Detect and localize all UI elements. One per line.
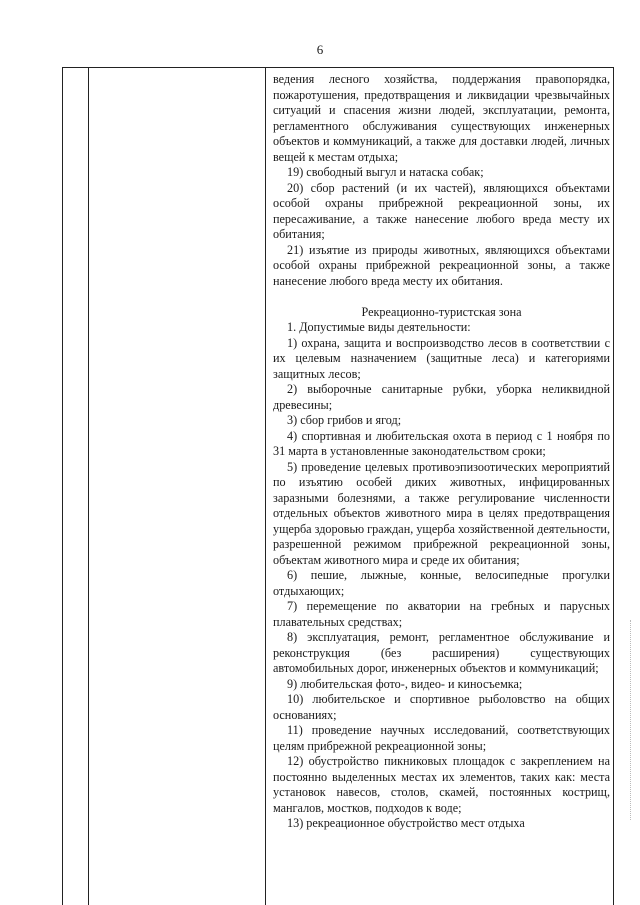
paragraph: 13) рекреационное обустройство мест отдыха [287,816,525,830]
table-text-cell [273,72,610,832]
paragraph: 5) проведение целевых противоэпизоотических мероприятий по изъятию особей диких животных, инфицированных заразными болезнями, а также регулирование численности отдельных объектов животного мира в целях предотвращения ущерба здоровью граждан, ущерба хозяйственной деятельности, разрешенной режимом прибрежной рекреационной зоны, объектам животного мира и среде их обитания; [273,459,610,567]
paragraph: 4) спортивная и любительская охота в период с 1 ноября по 31 марта в установленные законодательством сроки; [273,428,610,458]
table-column-divider [88,68,89,905]
paragraph: 12) обустройство пикниковых площадок с закреплением на постоянно выделенных местах их элементов, таких как: места установок навесов, столов, скамей, постоянных кострищ, мангалов, мостков, подходов к воде; [273,754,610,815]
paragraph: ведения лесного хозяйства, поддержания правопорядка, пожаротушения, предотвращения и ликвидации чрезвычайных ситуаций и спасения жизни людей, эксплуатации, ремонта, регламентного обслуживания существующих инженерных объектов и коммуникаций, а также для доставки людей, личных вещей к местам отдыха; [273,72,610,164]
table-column-divider [265,68,266,905]
paragraph: 1) охрана, защита и воспроизводство лесов в соответствии с их целевым назначением (защитные леса) и категориями защитных лесов; [273,335,610,381]
paragraph: 19) свободный выгул и натаска собак; [287,165,484,179]
paragraph: 3) сбор грибов и ягод; [287,413,402,427]
paragraph: 6) пешие, лыжные, конные, велосипедные прогулки отдыхающих; [273,568,610,598]
paragraph: 20) сбор растений (и их частей), являющихся объектами особой охраны прибрежной рекреационной зоны, их пересаживание, а также нанесение любого вреда месту их обитания; [273,180,610,241]
paragraph: 1. Допустимые виды деятельности: [287,320,471,334]
paragraph: 9) любительская фото-, видео- и киносъемка; [287,676,523,691]
paragraph: 8) эксплуатация, ремонт, регламентное обслуживание и реконструкция (без расширения) существующих автомобильных дорог, инженерных объектов и коммуникаций; [273,630,610,675]
paragraph: 7) перемещение по акватории на гребных и парусных плавательных средствах; [273,599,610,629]
regulation-table [62,67,614,905]
paragraph: 21) изъятие из природы животных, являющихся объектами особой охраны прибрежной рекреационной зоны, а также нанесение любого вреда месту их обитания. [273,242,610,288]
section-heading: Рекреационно-туристская зона [361,304,522,319]
page-number: 6 [316,42,324,57]
blank-line [273,289,610,305]
paragraph: 2) выборочные санитарные рубки, уборка неликвидной древесины; [273,382,610,412]
scan-edge-mark [630,620,637,820]
paragraph: 10) любительское и спортивное рыболовство на общих основаниях; [273,692,610,722]
paragraph: 11) проведение научных исследований, соответствующих целям прибрежной рекреационной зоны; [273,723,610,753]
